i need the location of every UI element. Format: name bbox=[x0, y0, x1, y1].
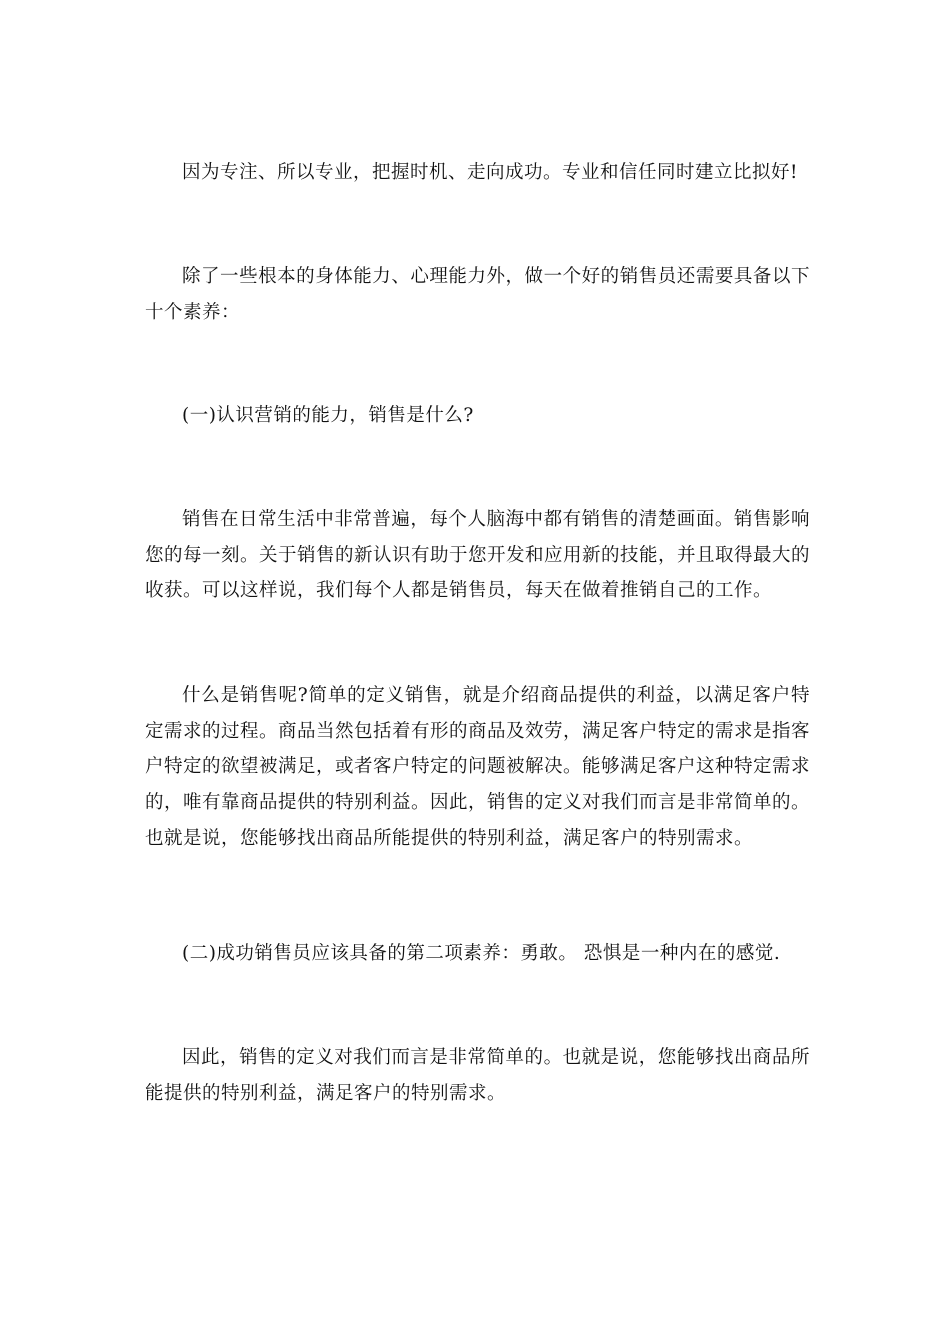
paragraph-sales-definition: 什么是销售呢?简单的定义销售，就是介绍商品提供的利益，以满足客户特定需求的过程。商品当然包括着有形的商品及效劳，满足客户特定的需求是指客户特定的欲望被满足，或者客户特定的问题被解决。能够满足客户这种特定需求的，唯有靠商品提供的特别利益。因此，销售的定义对我们而言是非常简单的。也就是说，您能够找出商品所能提供的特别利益，满足客户的特别需求。 bbox=[145, 685, 811, 849]
heading-section-one: (一)认识营销的能力，销售是什么? bbox=[182, 405, 474, 426]
paragraph-sales-everyday: 销售在日常生活中非常普遍，每个人脑海中都有销售的清楚画面。销售影响您的每一刻。关于销售的新认识有助于您开发和应用新的技能，并且取得最大的收获。可以这样说，我们每个人都是销售员，每天在做着推销自己的工作。 bbox=[145, 509, 811, 602]
paragraph-ten-qualities: 除了一些根本的身体能力、心理能力外，做一个好的销售员还需要具备以下十个素养： bbox=[145, 266, 810, 323]
paragraph-conclusion: 因此，销售的定义对我们而言是非常简单的。也就是说，您能够找出商品所能提供的特别利益，满足客户的特别需求。 bbox=[145, 1047, 810, 1104]
heading-section-two: (二)成功销售员应该具备的第二项素养：勇敢。 恐惧是一种内在的感觉. bbox=[182, 943, 781, 964]
paragraph-intro: 因为专注、所以专业，把握时机、走向成功。专业和信任同时建立比拟好! bbox=[182, 162, 798, 183]
